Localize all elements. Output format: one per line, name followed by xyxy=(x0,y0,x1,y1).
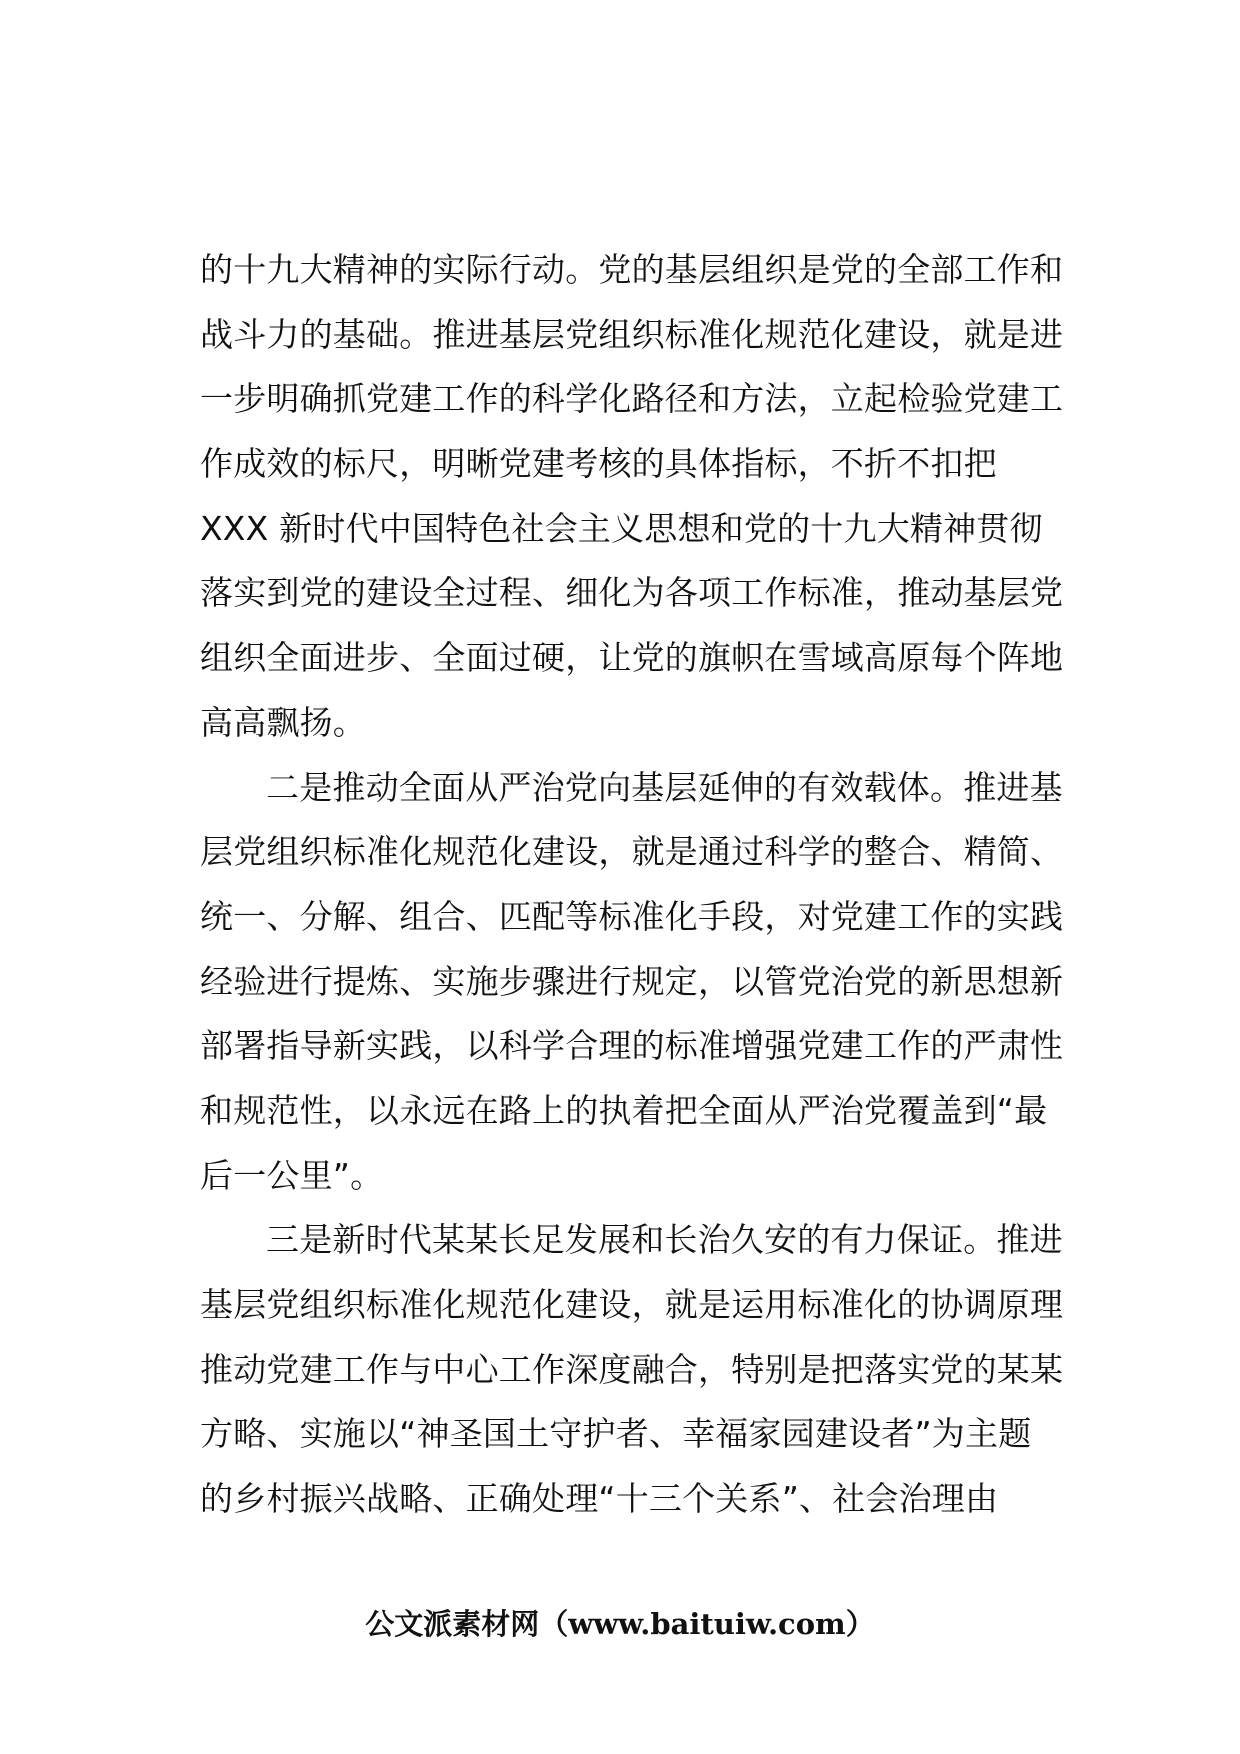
footer-watermark: 公文派素材网（www.baituiw.com） xyxy=(365,1607,875,1641)
text-line: 和规范性，以永远在路上的执着把全面从严治党覆盖到“最 xyxy=(200,1090,1048,1130)
document-body xyxy=(200,238,1080,1532)
text-line: 基层党组织标准化规范化建设，就是运用标准化的协调原理 xyxy=(200,1285,1064,1324)
text-line: 推动党建工作与中心工作深度融合，特别是把落实党的某某 xyxy=(200,1349,1064,1389)
text-line: 经验进行提炼、实施步骤进行规定，以管党治党的新思想新 xyxy=(200,961,1064,1001)
text-line: 战斗力的基础。推进基层党组织标准化规范化建设，就是进 xyxy=(200,314,1064,354)
text-line: 落实到党的建设全过程、细化为各项工作标准，推动基层党 xyxy=(200,573,1064,613)
text-line: 层党组织标准化规范化建设，就是通过科学的整合、精简、 xyxy=(200,832,1064,872)
text-line: 部署指导新实践，以科学合理的标准增强党建工作的严肃性 xyxy=(200,1026,1064,1066)
paragraph-start-line: 三是新时代某某长足发展和长治久安的有力保证。推进 xyxy=(266,1220,1063,1260)
text-line: 高高飘扬。 xyxy=(200,702,366,742)
text-line: 后一公里”。 xyxy=(200,1155,384,1195)
text-line: 的十九大精神的实际行动。党的基层组织是党的全部工作和 xyxy=(200,250,1064,289)
text-line: 组织全面进步、全面过硬，让党的旗帜在雪域高原每个阵地 xyxy=(200,638,1064,678)
text-line: 作成效的标尺，明晰党建考核的具体指标，不折不扣把 xyxy=(200,444,997,484)
text-line: 的乡村振兴战略、正确处理“十三个关系”、社会治理由 xyxy=(200,1479,999,1519)
paragraph-start-line: 二是推动全面从严治党向基层延伸的有效载体。推进基 xyxy=(266,767,1063,807)
text-line: 统一、分解、组合、匹配等标准化手段，对党建工作的实践 xyxy=(200,896,1064,936)
text-line: 一步明确抓党建工作的科学化路径和方法，立起检验党建工 xyxy=(200,379,1064,419)
text-line: 方略、实施以“神圣国土守护者、幸福家园建设者”为主题 xyxy=(200,1414,1032,1454)
text-line: XXX 新时代中国特色社会主义思想和党的十九大精神贯彻 xyxy=(200,508,1043,548)
